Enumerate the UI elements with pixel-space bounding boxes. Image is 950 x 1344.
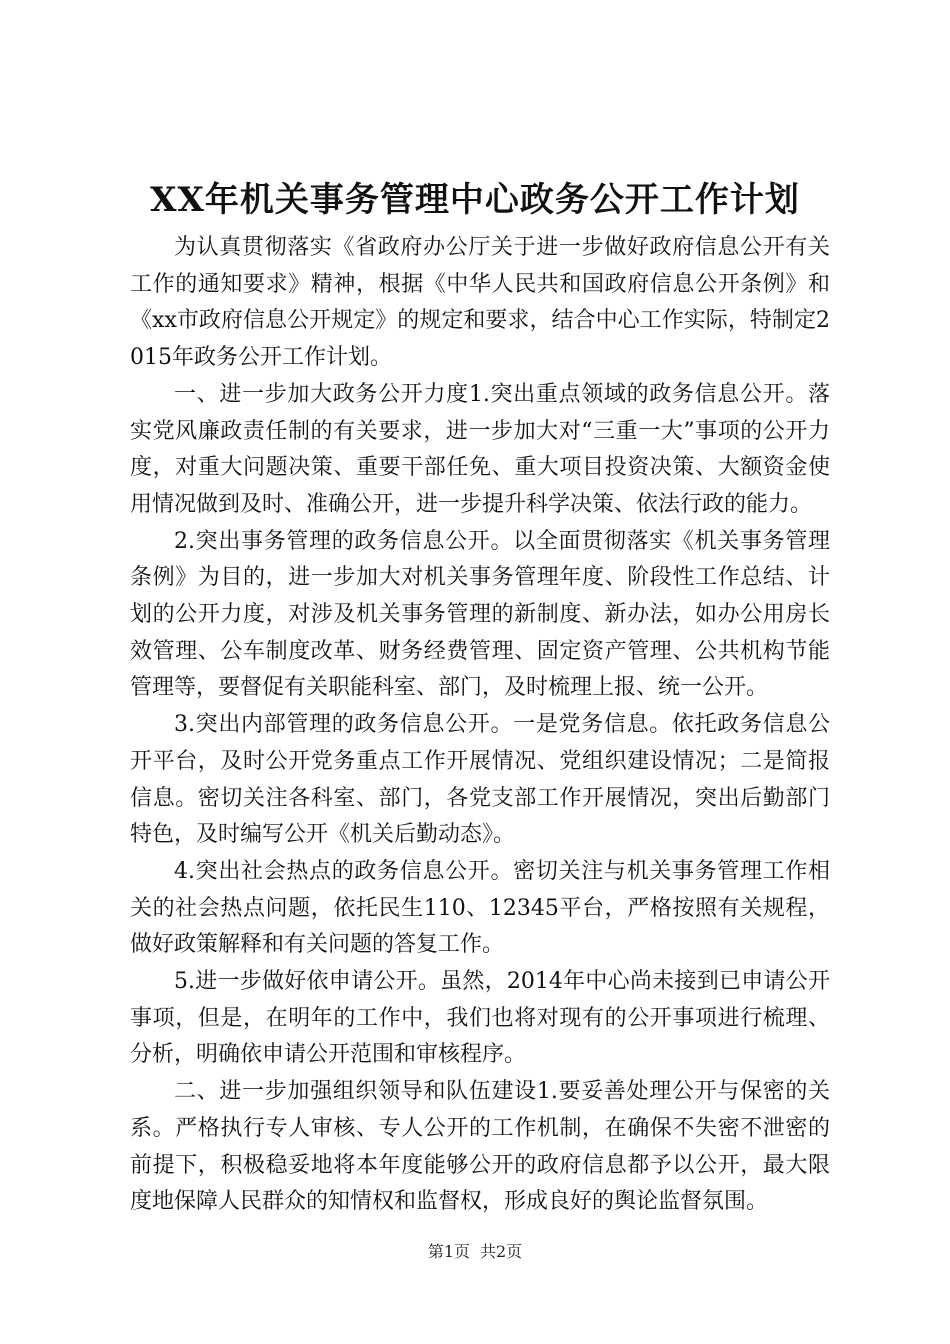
document-body	[130, 230, 830, 1221]
paragraph-item-2: 2.突出事务管理的政务信息公开。以全面贯彻落实《机关事务管理条例》为目的，进一步加大对机关事务管理年度、阶段性工作总结、计划的公开力度，对涉及机关事务管理的新制度、新办法，如办公用房长效管理、公车制度改革、财务经费管理、固定资产管理、公共机构节能管理等，要督促有关职能科室、部门，及时梳理上报、统一公开。	[130, 528, 830, 701]
paragraph-item-3: 3.突出内部管理的政务信息公开。一是党务信息。依托政务信息公开平台，及时公开党务重点工作开展情况、党组织建设情况；二是简报信息。密切关注各科室、部门，各党支部工作开展情况，突出后勤部门特色，及时编写公开《机关后勤动态》。	[130, 712, 830, 848]
page-number-total: 共2页	[480, 1242, 523, 1261]
paragraph-item-4: 4.突出社会热点的政务信息公开。密切关注与机关事务管理工作相关的社会热点问题，依托民生110、12345平台，严格按照有关规程，做好政策解释和有关问题的答复工作。	[130, 858, 830, 958]
page-number-current: 第1页	[427, 1242, 470, 1261]
paragraph-item-5: 5.进一步做好依申请公开。虽然，2014年中心尚未接到已申请公开事项，但是，在明年的工作中，我们也将对现有的公开事项进行梳理、分析，明确依申请公开范围和审核程序。	[130, 969, 830, 1068]
paragraph-intro: 为认真贯彻落实《省政府办公厅关于进一步做好政府信息公开有关工作的通知要求》精神，根据《中华人民共和国政府信息公开条例》和《xx市政府信息公开规定》的规定和要求，结合中心工作实际，特制定2015年政务公开工作计划。	[130, 235, 830, 371]
paragraph-section-2: 二、进一步加强组织领导和队伍建设1.要妥善处理公开与保密的关系。严格执行专人审核、专人公开的工作机制，在确保不失密不泄密的前提下，积极稳妥地将本年度能够公开的政府信息都予以公开，最大限度地保障人民群众的知情权和监督权，形成良好的舆论监督氛围。	[130, 1079, 830, 1215]
document-title: XX年机关事务管理中心政务公开工作计划	[150, 180, 800, 220]
page-footer	[0, 1241, 950, 1263]
paragraph-section-1: 一、进一步加大政务公开力度1.突出重点领域的政务信息公开。落实党风廉政责任制的有关要求，进一步加大对“三重一大”事项的公开力度，对重大问题决策、重要干部任免、重大项目投资决策、大额资金使用情况做到及时、准确公开，进一步提升科学决策、依法行政的能力。	[130, 381, 830, 517]
